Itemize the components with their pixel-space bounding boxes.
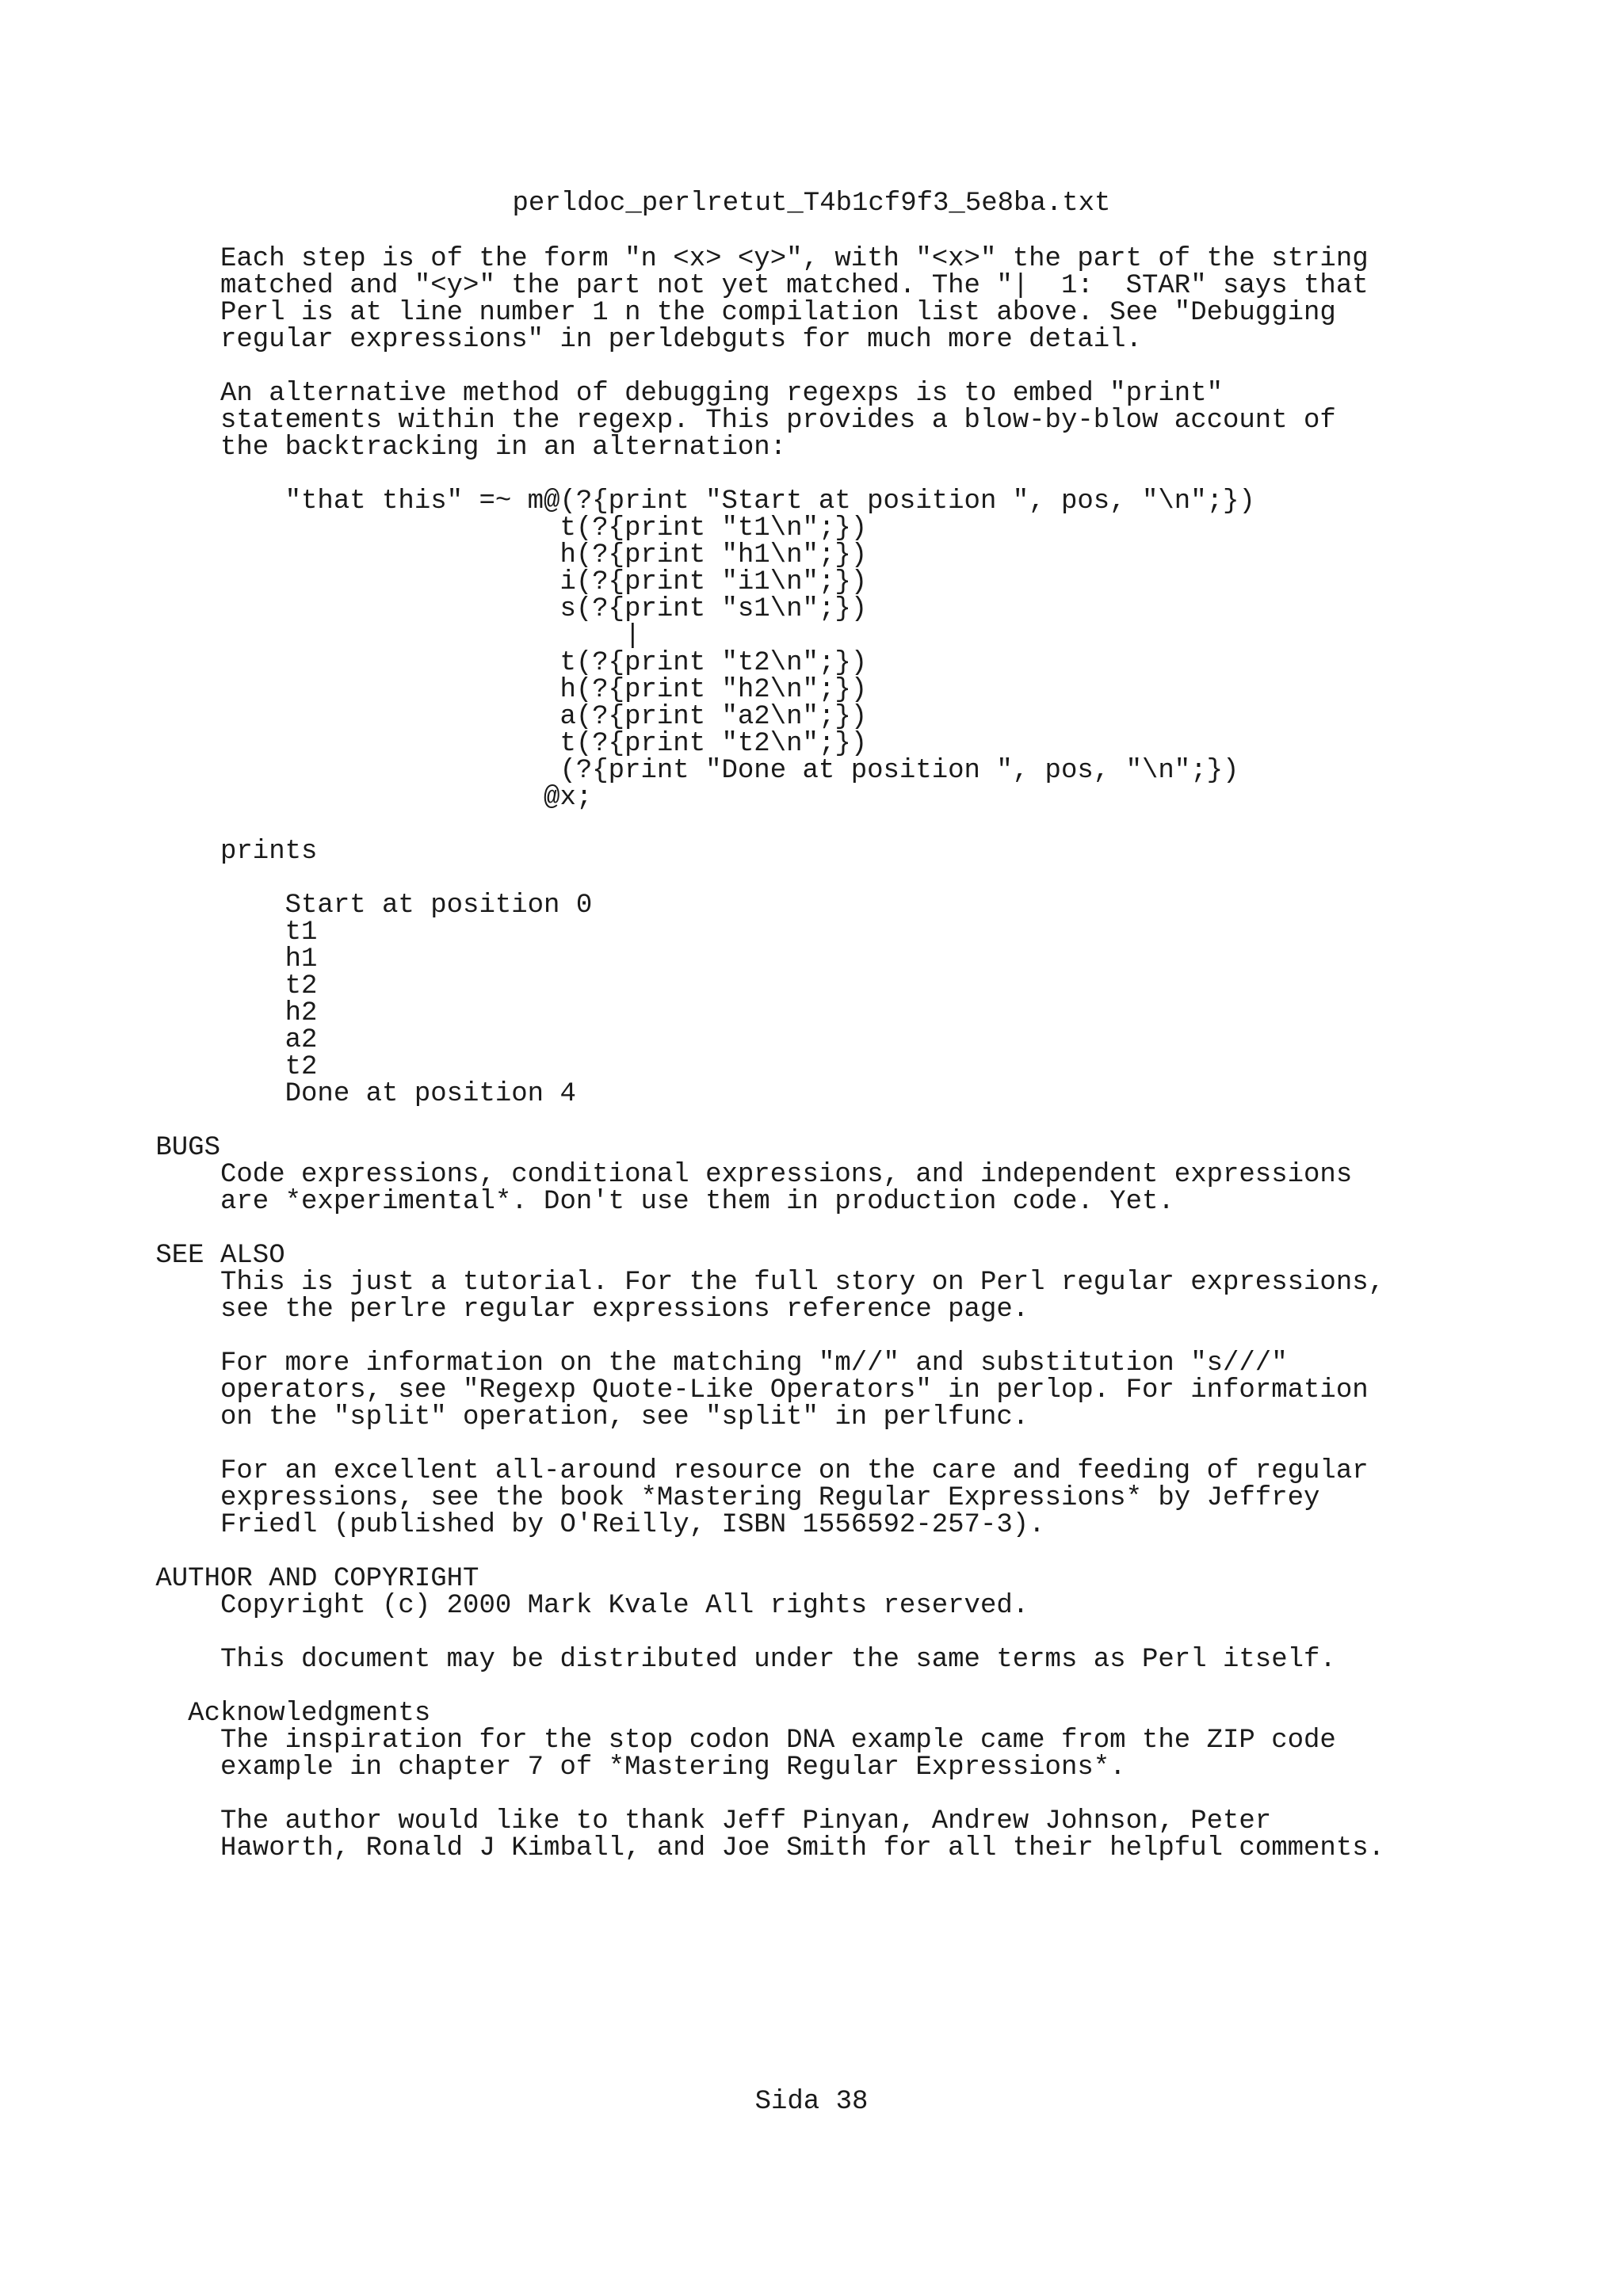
- text-line: The author would like to thank Jeff Pinyan, Andrew Johnson, Peter: [90, 1806, 1272, 1836]
- text-line: Copyright (c) 2000 Mark Kvale All rights reserved.: [90, 1591, 1029, 1621]
- text-line: Each step is of the form "n <x> <y>", with "<x>" the part of the string: [90, 244, 1369, 274]
- text-line: prints: [90, 837, 318, 867]
- text-line: SEE ALSO: [90, 1241, 285, 1271]
- text-line: statements within the regexp. This provides a blow-by-blow account of: [90, 406, 1336, 436]
- text-line: [91, 1673, 1384, 1700]
- text-line: Done at position 4: [90, 1079, 576, 1109]
- text-line: [91, 811, 1384, 838]
- text-line: i(?{print "i1\n";}): [90, 567, 868, 597]
- text-line: For more information on the matching "m//" and substitution "s///": [90, 1348, 1288, 1379]
- text-line: Haworth, Ronald J Kimball, and Joe Smith for all their helpful comments.: [90, 1833, 1385, 1863]
- text-line: The inspiration for the stop codon DNA example came from the ZIP code: [90, 1726, 1336, 1756]
- text-line: "that this" =~ m@(?{print "Start at position ", pos, "\n";}): [90, 486, 1255, 517]
- text-line: h(?{print "h2\n";}): [90, 675, 868, 705]
- text-line: For an excellent all-around resource on the care and feeding of regular: [90, 1456, 1369, 1486]
- text-line: (?{print "Done at position ", pos, "\n";}): [90, 756, 1239, 786]
- text-line: [91, 1323, 1384, 1350]
- text-line: Start at position 0: [90, 891, 593, 921]
- text-line: [91, 1781, 1384, 1808]
- text-line: matched and "<y>" the part not yet matched. The "| 1: STAR" says that: [90, 271, 1369, 301]
- text-line: t2: [90, 1052, 318, 1082]
- text-line: regular expressions" in perldebguts for much more detail.: [90, 325, 1142, 355]
- text-line: example in chapter 7 of *Mastering Regular Expressions*.: [90, 1753, 1126, 1783]
- page-header-filename: perldoc_perlretut_T4b1cf9f3_5e8ba.txt: [512, 189, 1111, 219]
- page-footer-page-number: Sida 38: [754, 2087, 869, 2117]
- text-line: [91, 1108, 1384, 1135]
- text-line: expressions, see the book *Mastering Regular Expressions* by Jeffrey: [90, 1483, 1320, 1513]
- text-line: t(?{print "t2\n";}): [90, 729, 868, 759]
- text-line: h2: [90, 998, 318, 1028]
- text-line: h(?{print "h1\n";}): [90, 540, 868, 570]
- text-line: on the "split" operation, see "split" in perlfunc.: [90, 1402, 1029, 1432]
- text-line: are *experimental*. Don't use them in production code. Yet.: [90, 1187, 1174, 1217]
- text-line: t1: [90, 917, 318, 948]
- text-line: [91, 865, 1384, 892]
- text-line: BUGS: [90, 1133, 220, 1163]
- text-line: [91, 1619, 1384, 1646]
- text-line: [91, 461, 1384, 488]
- text-line: This document may be distributed under the same terms as Perl itself.: [90, 1645, 1336, 1675]
- text-line: the backtracking in an alternation:: [90, 433, 787, 463]
- text-line: Perl is at line number 1 n the compilation list above. See "Debugging: [90, 298, 1336, 328]
- text-line: Code expressions, conditional expressions, and independent expressions: [90, 1160, 1353, 1190]
- text-line: see the perlre regular expressions reference page.: [90, 1295, 1029, 1325]
- text-line: s(?{print "s1\n";}): [90, 594, 868, 624]
- text-line: t2: [90, 971, 318, 1001]
- text-line: |: [90, 621, 641, 651]
- text-line: [91, 1539, 1384, 1566]
- text-line: operators, see "Regexp Quote-Like Operators" in perlop. For information: [90, 1375, 1369, 1405]
- text-line: Acknowledgments: [90, 1699, 431, 1729]
- text-line: t(?{print "t2\n";}): [90, 648, 868, 678]
- text-line: h1: [90, 944, 318, 974]
- text-line: AUTHOR AND COPYRIGHT: [90, 1564, 479, 1594]
- text-line: [91, 1215, 1384, 1242]
- text-line: An alternative method of debugging regexps is to embed "print": [90, 379, 1223, 409]
- text-line: t(?{print "t1\n";}): [90, 513, 868, 543]
- document-body: [91, 246, 1384, 1862]
- text-line: This is just a tutorial. For the full story on Perl regular expressions,: [90, 1268, 1385, 1298]
- text-line: Friedl (published by O'Reilly, ISBN 1556592-257-3).: [90, 1510, 1045, 1540]
- text-line: [91, 1431, 1384, 1458]
- text-line: a2: [90, 1025, 318, 1055]
- text-line: @x;: [90, 783, 593, 813]
- text-line: a(?{print "a2\n";}): [90, 702, 868, 732]
- text-line: [91, 353, 1384, 380]
